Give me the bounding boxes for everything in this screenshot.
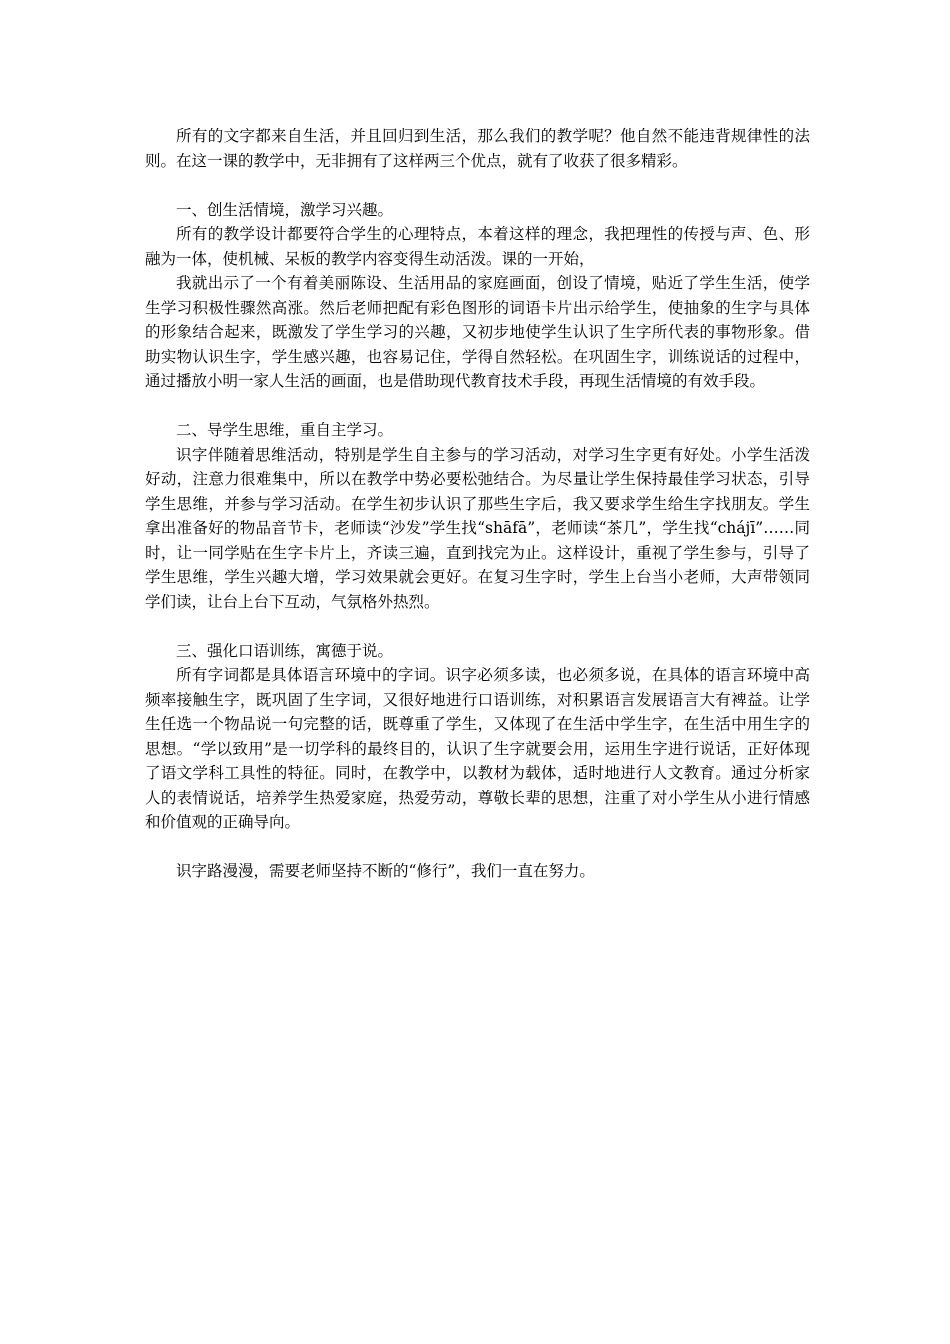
section-3-paragraph-1: 所有字词都是具体语言环境中的字词。识字必须多读，也必须多说，在具体的语言环境中高频率接触生字，既巩固了生字词，又很好地进行口语训练，对积累语言发展语言大有裨益。让学生任选一个物品说一句完整的话，既尊重了学生，又体现了在生活中学生字，在生活中用生字的思想。“学以致用”是一切学科的最终目的，认识了生字就要会用，运用生字进行说话，正好体现了语文学科工具性的特征。同时，在教学中，以教材为载体，适时地进行人文教育。通过分析家人的表情说话，培养学生热爱家庭，热爱劳动，尊敬长辈的思想，注重了对小学生从小进行情感和价值观的正确导向。 bbox=[145, 666, 810, 831]
closing-paragraph: 识字路漫漫，需要老师坚持不断的“修行”，我们一直在努力。 bbox=[176, 862, 595, 880]
spacer bbox=[145, 835, 810, 860]
section-1-paragraph-2: 我就出示了一个有着美丽陈设、生活用品的家庭画面，创设了情境，贴近了学生生活，使学生学习积极性骤然高涨。然后老师把配有彩色图形的词语卡片出示给学生，使抽象的生字与具体的形象结合起来，既激发了学生学习的兴趣，又初步地使学生认识了生字所代表的事物形象。借助实物认识生字，学生感兴趣，也容易记住，学得自然轻松。在巩固生字，训练说话的过程中，通过播放小明一家人生活的画面，也是借助现代教育技术手段，再现生活情境的有效手段。 bbox=[145, 274, 810, 390]
intro-paragraph: 所有的文字都来自生活，并且回归到生活，那么我们的教学呢？他自然不能违背规律性的法则。在这一课的教学中，无非拥有了这样两三个优点，就有了收获了很多精彩。 bbox=[145, 127, 810, 170]
section-2-paragraph-1: 识字伴随着思维活动，特别是学生自主参与的学习活动，对学习生字更有好处。小学生活泼好动，注意力很难集中，所以在教学中势必要松弛结合。为尽量让学生保持最佳学习状态，引导学生思维，并参与学习活动。在学生初步认识了那些生字后，我又要求学生给生字找朋友。学生拿出准备好的物品音节卡，老师读“沙发”学生找“shāfā”，老师读“茶几”，学生找“chájī”……同时，让一同学贴在生字卡片上，齐读三遍，直到找完为止。这样设计，重视了学生参与，引导了学生思维，学生兴趣大增，学习效果就会更好。在复习生字时，学生上台当小老师，大声带领同学们读，让台上台下互动，气氛格外热烈。 bbox=[145, 445, 810, 611]
spacer bbox=[145, 614, 810, 639]
spacer bbox=[145, 394, 810, 419]
document-page bbox=[145, 124, 810, 884]
spacer bbox=[145, 173, 810, 198]
section-3-heading: 三、强化口语训练，寓德于说。 bbox=[176, 641, 394, 660]
section-1-paragraph-1: 所有的教学设计都要符合学生的心理特点，本着这样的理念，我把理性的传授与声、色、形融为一体，使机械、呆板的教学内容变得生动活泼。课的一开始， bbox=[145, 225, 810, 268]
section-2-heading: 二、导学生思维，重自主学习。 bbox=[176, 421, 394, 439]
section-1-heading: 一、创生活情境，激学习兴趣。 bbox=[176, 200, 394, 219]
